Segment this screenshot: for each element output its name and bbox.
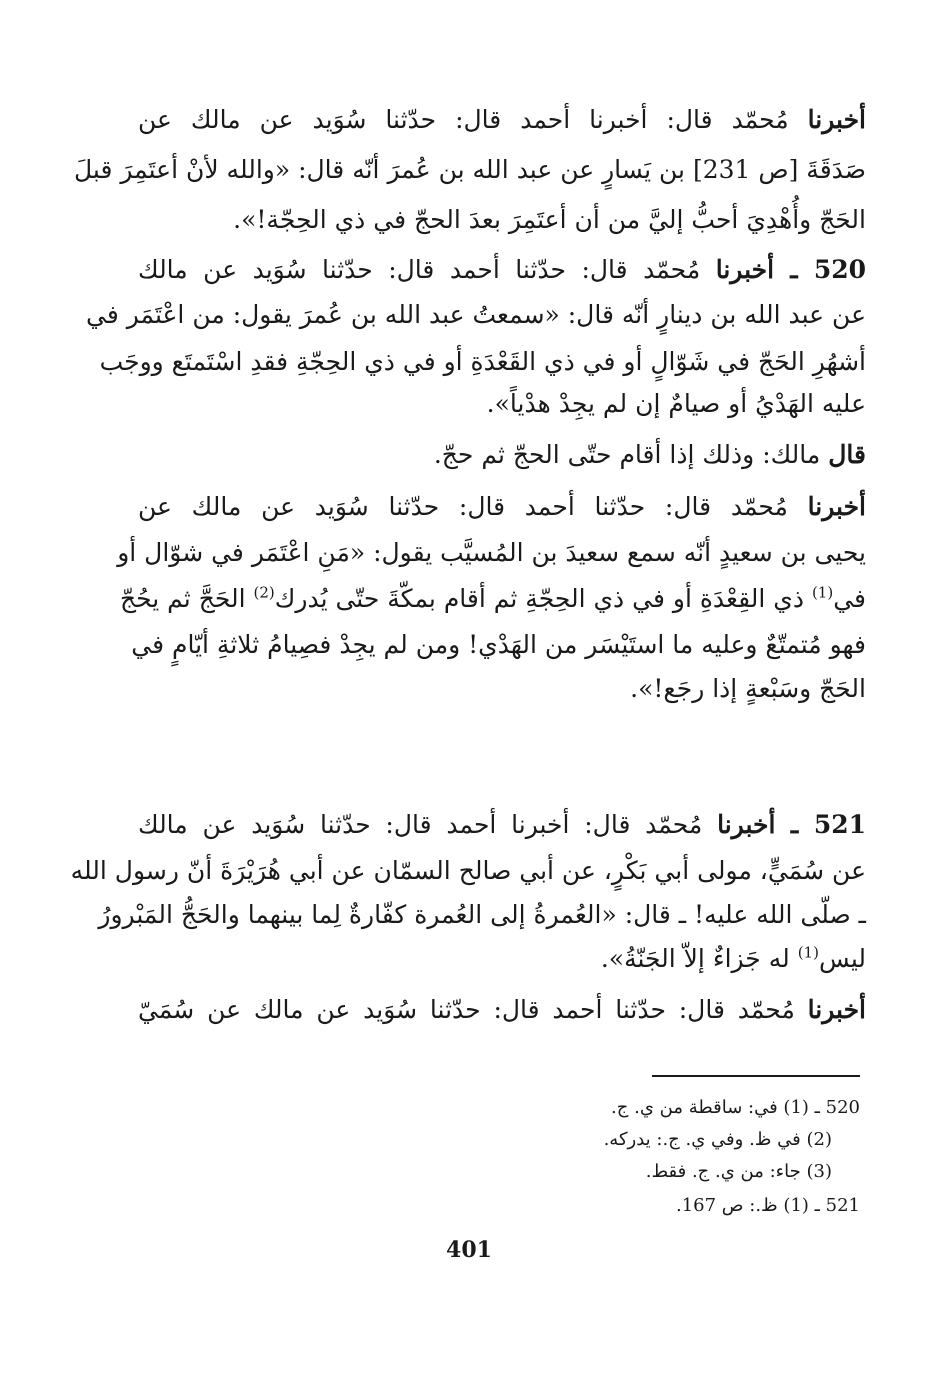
text-line: الحَجّ وأُهْدِيَ أحبُّ إليَّ من أن أعتَمِرَ بعدَ الحجّ في ذي الحِجّة!». [233, 205, 866, 234]
text-line [138, 985, 866, 1035]
footnote-ref: (2) [253, 583, 275, 602]
narration-lead: أخبرنا [807, 492, 866, 521]
text-line [138, 245, 866, 295]
footnote-ref: (1) [797, 943, 819, 962]
footnote: 520 ـ (1) في: ساقطة من ي. ج. [611, 1097, 860, 1118]
text-line: عليه الهَدْيُ أو صيامٌ إن لم يجِدْ هدْياً». [486, 389, 866, 418]
text-line: عن عبد الله بن دينارٍ أنّه قال: «سمعتُ عبد الله بن عُمرَ يقول: من اعْتَمَر في [85, 300, 866, 329]
line-text: مُحمّد قال: حدّثنا أحمد قال: حدّثنا سُوَيد عن مالك عن سُمَيّ [138, 995, 808, 1024]
text-line: الحَجّ وسَبْعةٍ إذا رجَع!». [630, 674, 866, 703]
text-line [119, 574, 866, 624]
narration-lead: أخبرنا [807, 995, 866, 1024]
text-line [138, 430, 866, 480]
text-line: فهو مُتمتّعٌ وعليه ما استَيْسَر من الهَدْي! ومن لم يجِدْ فصِيامُ ثلاثةِ أيّامٍ في [131, 630, 866, 659]
footnote-separator [652, 1075, 860, 1077]
hadith-number-lead: 520 ـ أخبرنا [715, 255, 867, 284]
text-line: يحيى بن سعيدٍ أنّه سمع سعيدَ بن المُسيَّب يقول: «مَنِ اعْتَمَر في شوّال أو [117, 538, 866, 567]
line-text: مُحمّد قال: أخبرنا أحمد قال: حدّثنا سُوَيد عن مالك [138, 810, 718, 839]
line-text: الحَجَّ ثم يحُجّ [119, 584, 254, 613]
line-text: مالك: وذلك إذا أقام حتّى الحجّ ثم حجّ. [433, 440, 829, 469]
narration-lead: أخبرنا [807, 105, 866, 134]
page-number: 401 [446, 1237, 492, 1263]
text-line: أشهُرِ الحَجّ في شَوّالٍ أو في ذي القَعْدَةِ أو في ذي الحِجّةِ فقدِ اسْتَمتَع ووجَب [99, 347, 866, 376]
line-text: في [833, 584, 866, 613]
text-line: عن سُمَيٍّ، مولى أبي بَكْرٍ، عن أبي صالح السمّان عن أبي هُرَيْرَةَ أنّ رسول الله [70, 856, 866, 885]
line-text: مُحمّد قال: حدّثنا أحمد قال: حدّثنا سُوَيد عن مالك عن [138, 492, 808, 521]
footnote: 521 ـ (1) ظ.: ص 167. [675, 1195, 860, 1216]
text-line: ـ صلّى الله عليه! ـ قال: «العُمرةُ إلى العُمرة كفّارةٌ لِما بينهما والحَجُّ المَبْرورُ [98, 900, 866, 929]
line-text: ذي القِعْدَةِ أو في ذي الحِجّةِ ثم أقام بمكّةَ حتّى يُدرك [274, 584, 812, 613]
hadith-number-lead: 521 ـ أخبرنا [717, 810, 866, 839]
line-text: له جَزاءٌ إلاّ الجَنّةُ». [600, 944, 798, 973]
text-line [138, 800, 866, 850]
line-text: مُحمّد قال: أخبرنا أحمد قال: حدّثنا سُوَيد عن مالك عن [138, 105, 808, 134]
text-line [138, 934, 866, 984]
text-line: صَدَقَةَ [ص 231] بن يَسارٍ عن عبد الله بن عُمرَ أنّه قال: «والله لأنْ أعتَمِرَ قبلَ [74, 155, 866, 184]
section-heading [0, 732, 938, 802]
footnote: (3) جاء: من ي. ج. فقط. [645, 1161, 832, 1182]
narration-lead: قال [828, 440, 866, 469]
line-text: ليس [818, 944, 866, 973]
footnote-ref: (1) [811, 583, 834, 602]
text-line [138, 95, 866, 145]
footnote: (2) في ظ. وفي ي. ج.: يدركه. [603, 1129, 832, 1150]
line-text: مُحمّد قال: حدّثنا أحمد قال: حدّثنا سُوَيد عن مالك [138, 255, 716, 284]
text-line [138, 482, 866, 532]
